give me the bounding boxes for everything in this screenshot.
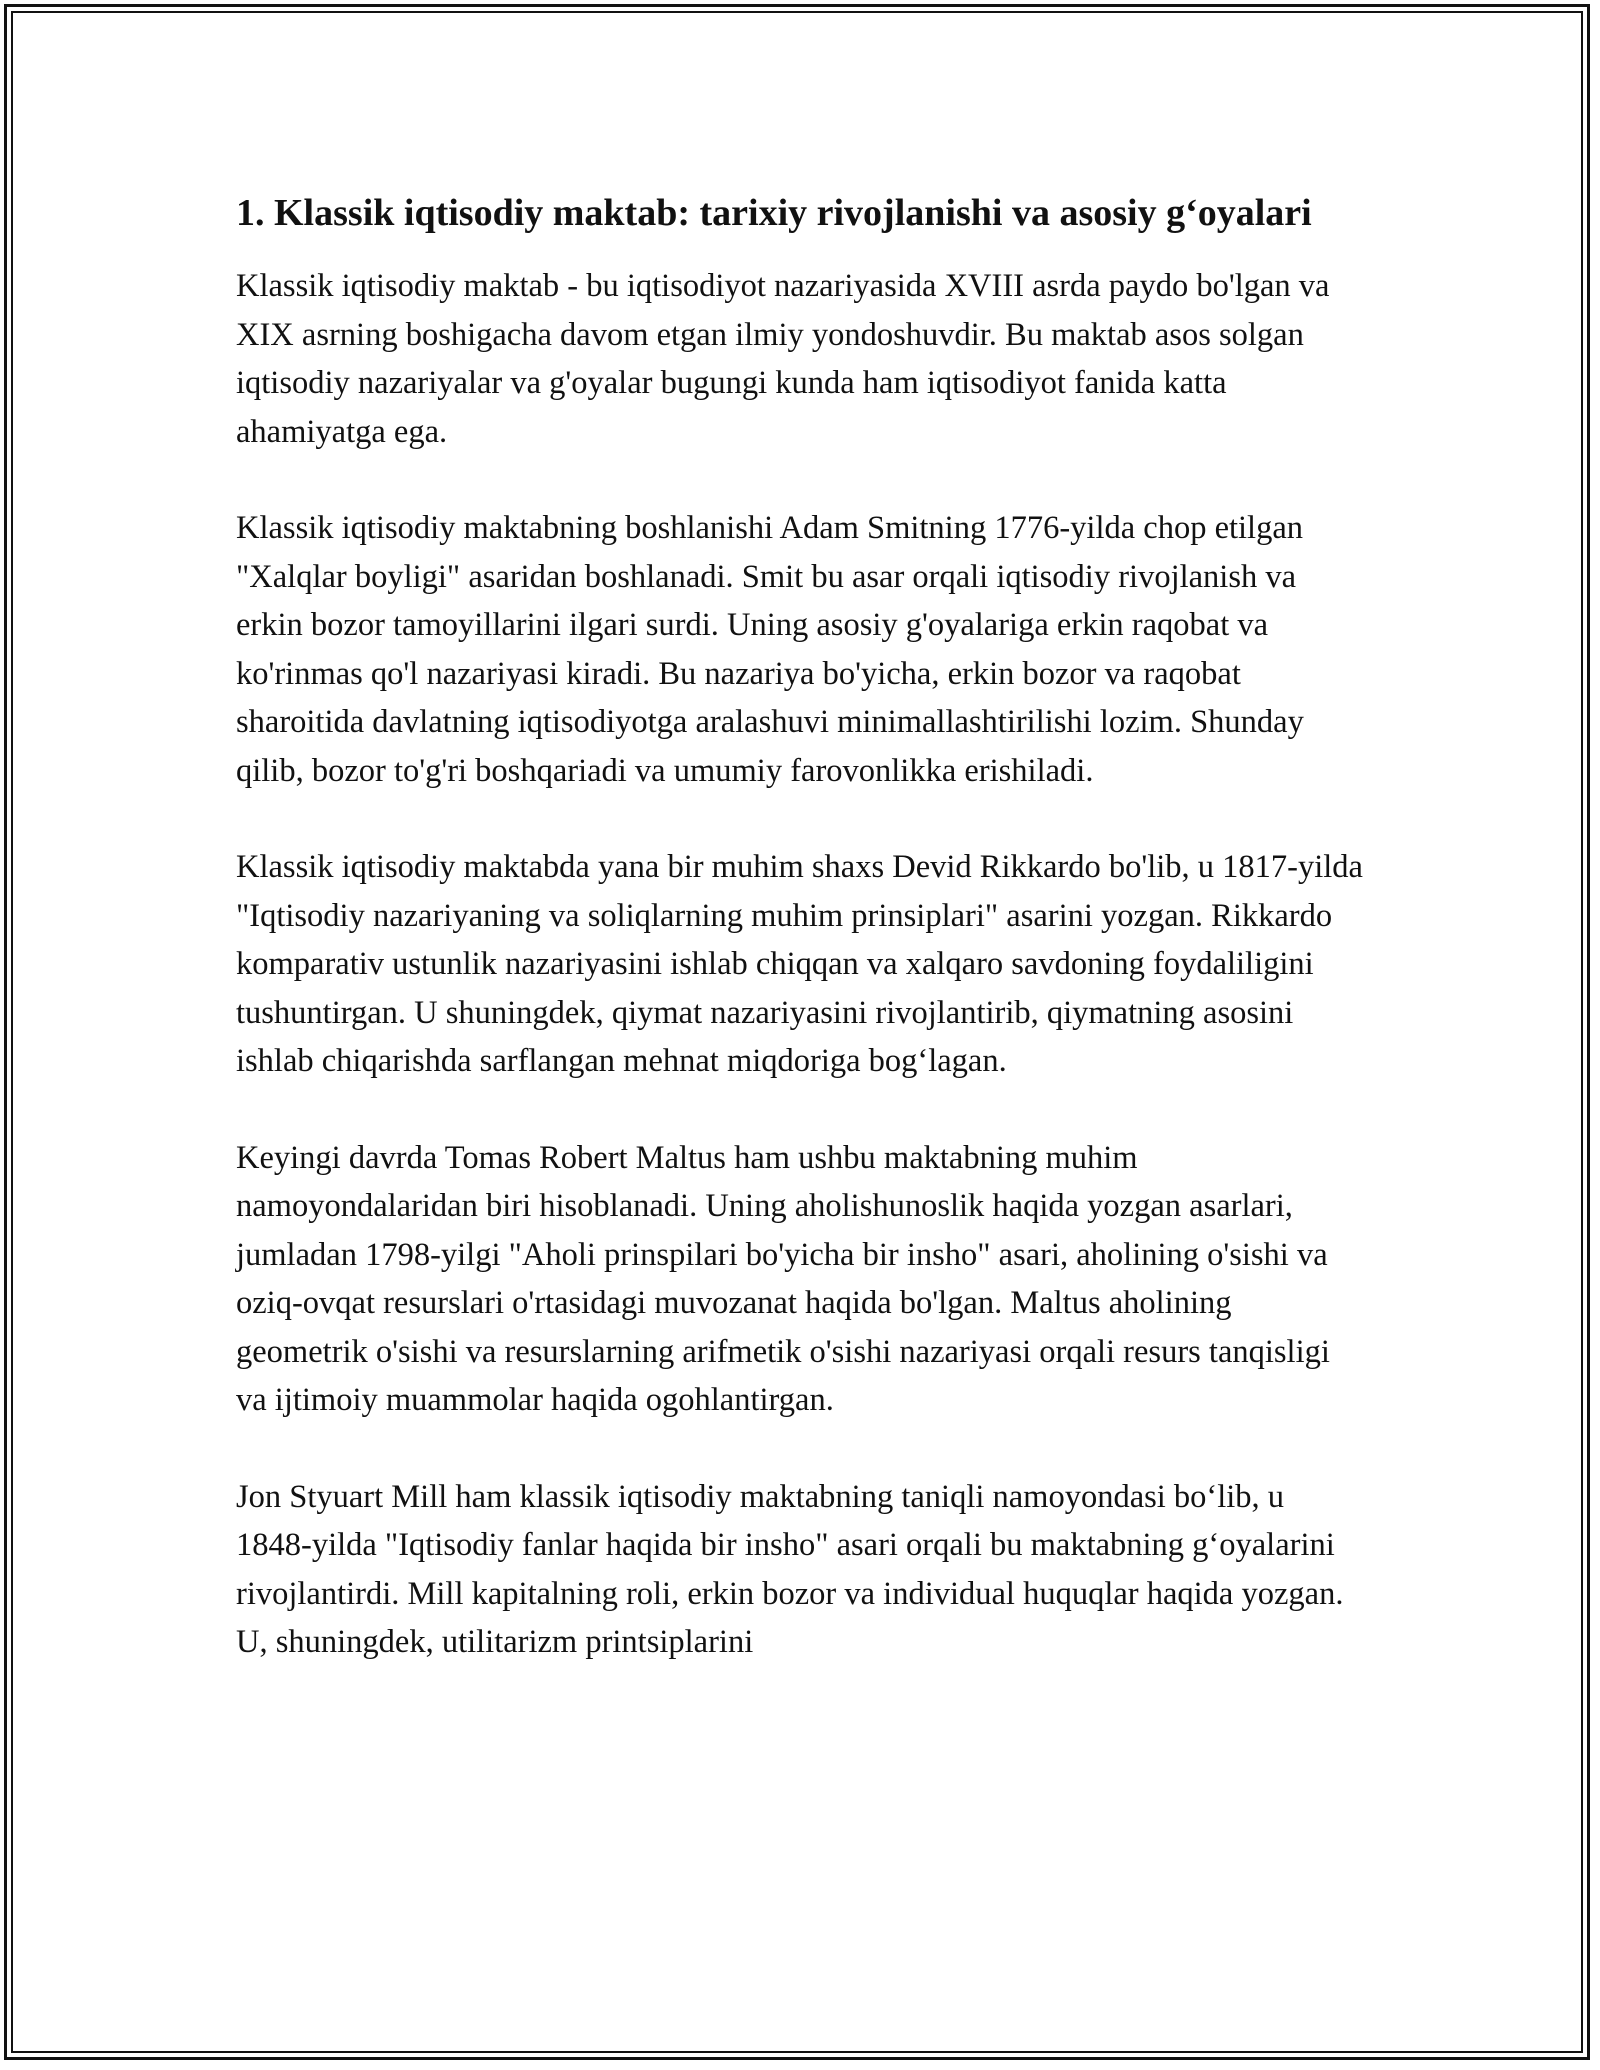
paragraph-intro: Klassik iqtisodiy maktab - bu iqtisodiyot nazariyasida XVIII asrda paydo bo'lgan va XIX asrning boshigacha davom etgan ilmiy yondoshuvdir. Bu maktab asos solgan iqtisodiy nazariyalar va g'oyalar bugungi kunda ham iqtisodiyot fanida katta ahamiyatga ega. [236,268,1330,450]
document-body [236,186,1366,1715]
paragraph-ricardo: Klassik iqtisodiy maktabda yana bir muhim shaxs Devid Rikkardo bo'lib, u 1817-yilda "Iqtisodiy nazariyaning va soliqlarning muhim prinsiplari" asarini yozgan. Rikkardo komparativ ustunlik nazariyasini ishlab chiqqan va xalqaro savdoning foydaliligini tushuntirgan. U shuningdek, qiymat nazariyasini rivojlantirib, qiymatning asosini ishlab chiqarishda sarflangan mehnat miqdoriga bog‘lagan. [236,849,1363,1079]
paragraph-adam-smith: Klassik iqtisodiy maktabning boshlanishi Adam Smitning 1776-yilda chop etilgan "Xalqlar boyligi" asaridan boshlanadi. Smit bu asar orqali iqtisodiy rivojlanish va erkin bozor tamoyillarini ilgari surdi. Uning asosiy g'oyalariga erkin raqobat va ko'rinmas qo'l nazariyasi kiradi. Bu nazariya bo'yicha, erkin bozor va raqobat sharoitida davlatning iqtisodiyotga aralashuvi minimallashtirilishi lozim. Shunday qilib, bozor to'g'ri boshqariadi va umumiy farovonlikka erishiladi. [236,510,1304,789]
paragraph-mill: Jon Styuart Mill ham klassik iqtisodiy maktabning taniqli namoyondasi bo‘lib, u 1848-yilda "Iqtisodiy fanlar haqida bir insho" asari orqali bu maktabning g‘oyalarini rivojlantirdi. Mill kapitalning roli, erkin bozor va individual huquqlar haqida yozgan. U, shuningdek, utilitarizm printsiplarini [236,1478,1344,1660]
section-heading: 1. Klassik iqtisodiy maktab: tarixiy rivojlanishi va asosiy g‘oyalari [236,192,1312,234]
paragraph-malthus: Keyingi davrda Tomas Robert Maltus ham ushbu maktabning muhim namoyondalaridan biri hisoblanadi. Uning aholishunoslik haqida yozgan asarlari, jumladan 1798-yilgi "Aholi prinspilari bo'yicha bir insho" asari, aholining o'sishi va oziq-ovqat resurslari o'rtasidagi muvozanat haqida bo'lgan. Maltus aholining geometrik o'sishi va resurslarning arifmetik o'sishi nazariyasi orqali resurs tanqisligi va ijtimoiy muammolar haqida ogohlantirgan. [236,1139,1330,1418]
